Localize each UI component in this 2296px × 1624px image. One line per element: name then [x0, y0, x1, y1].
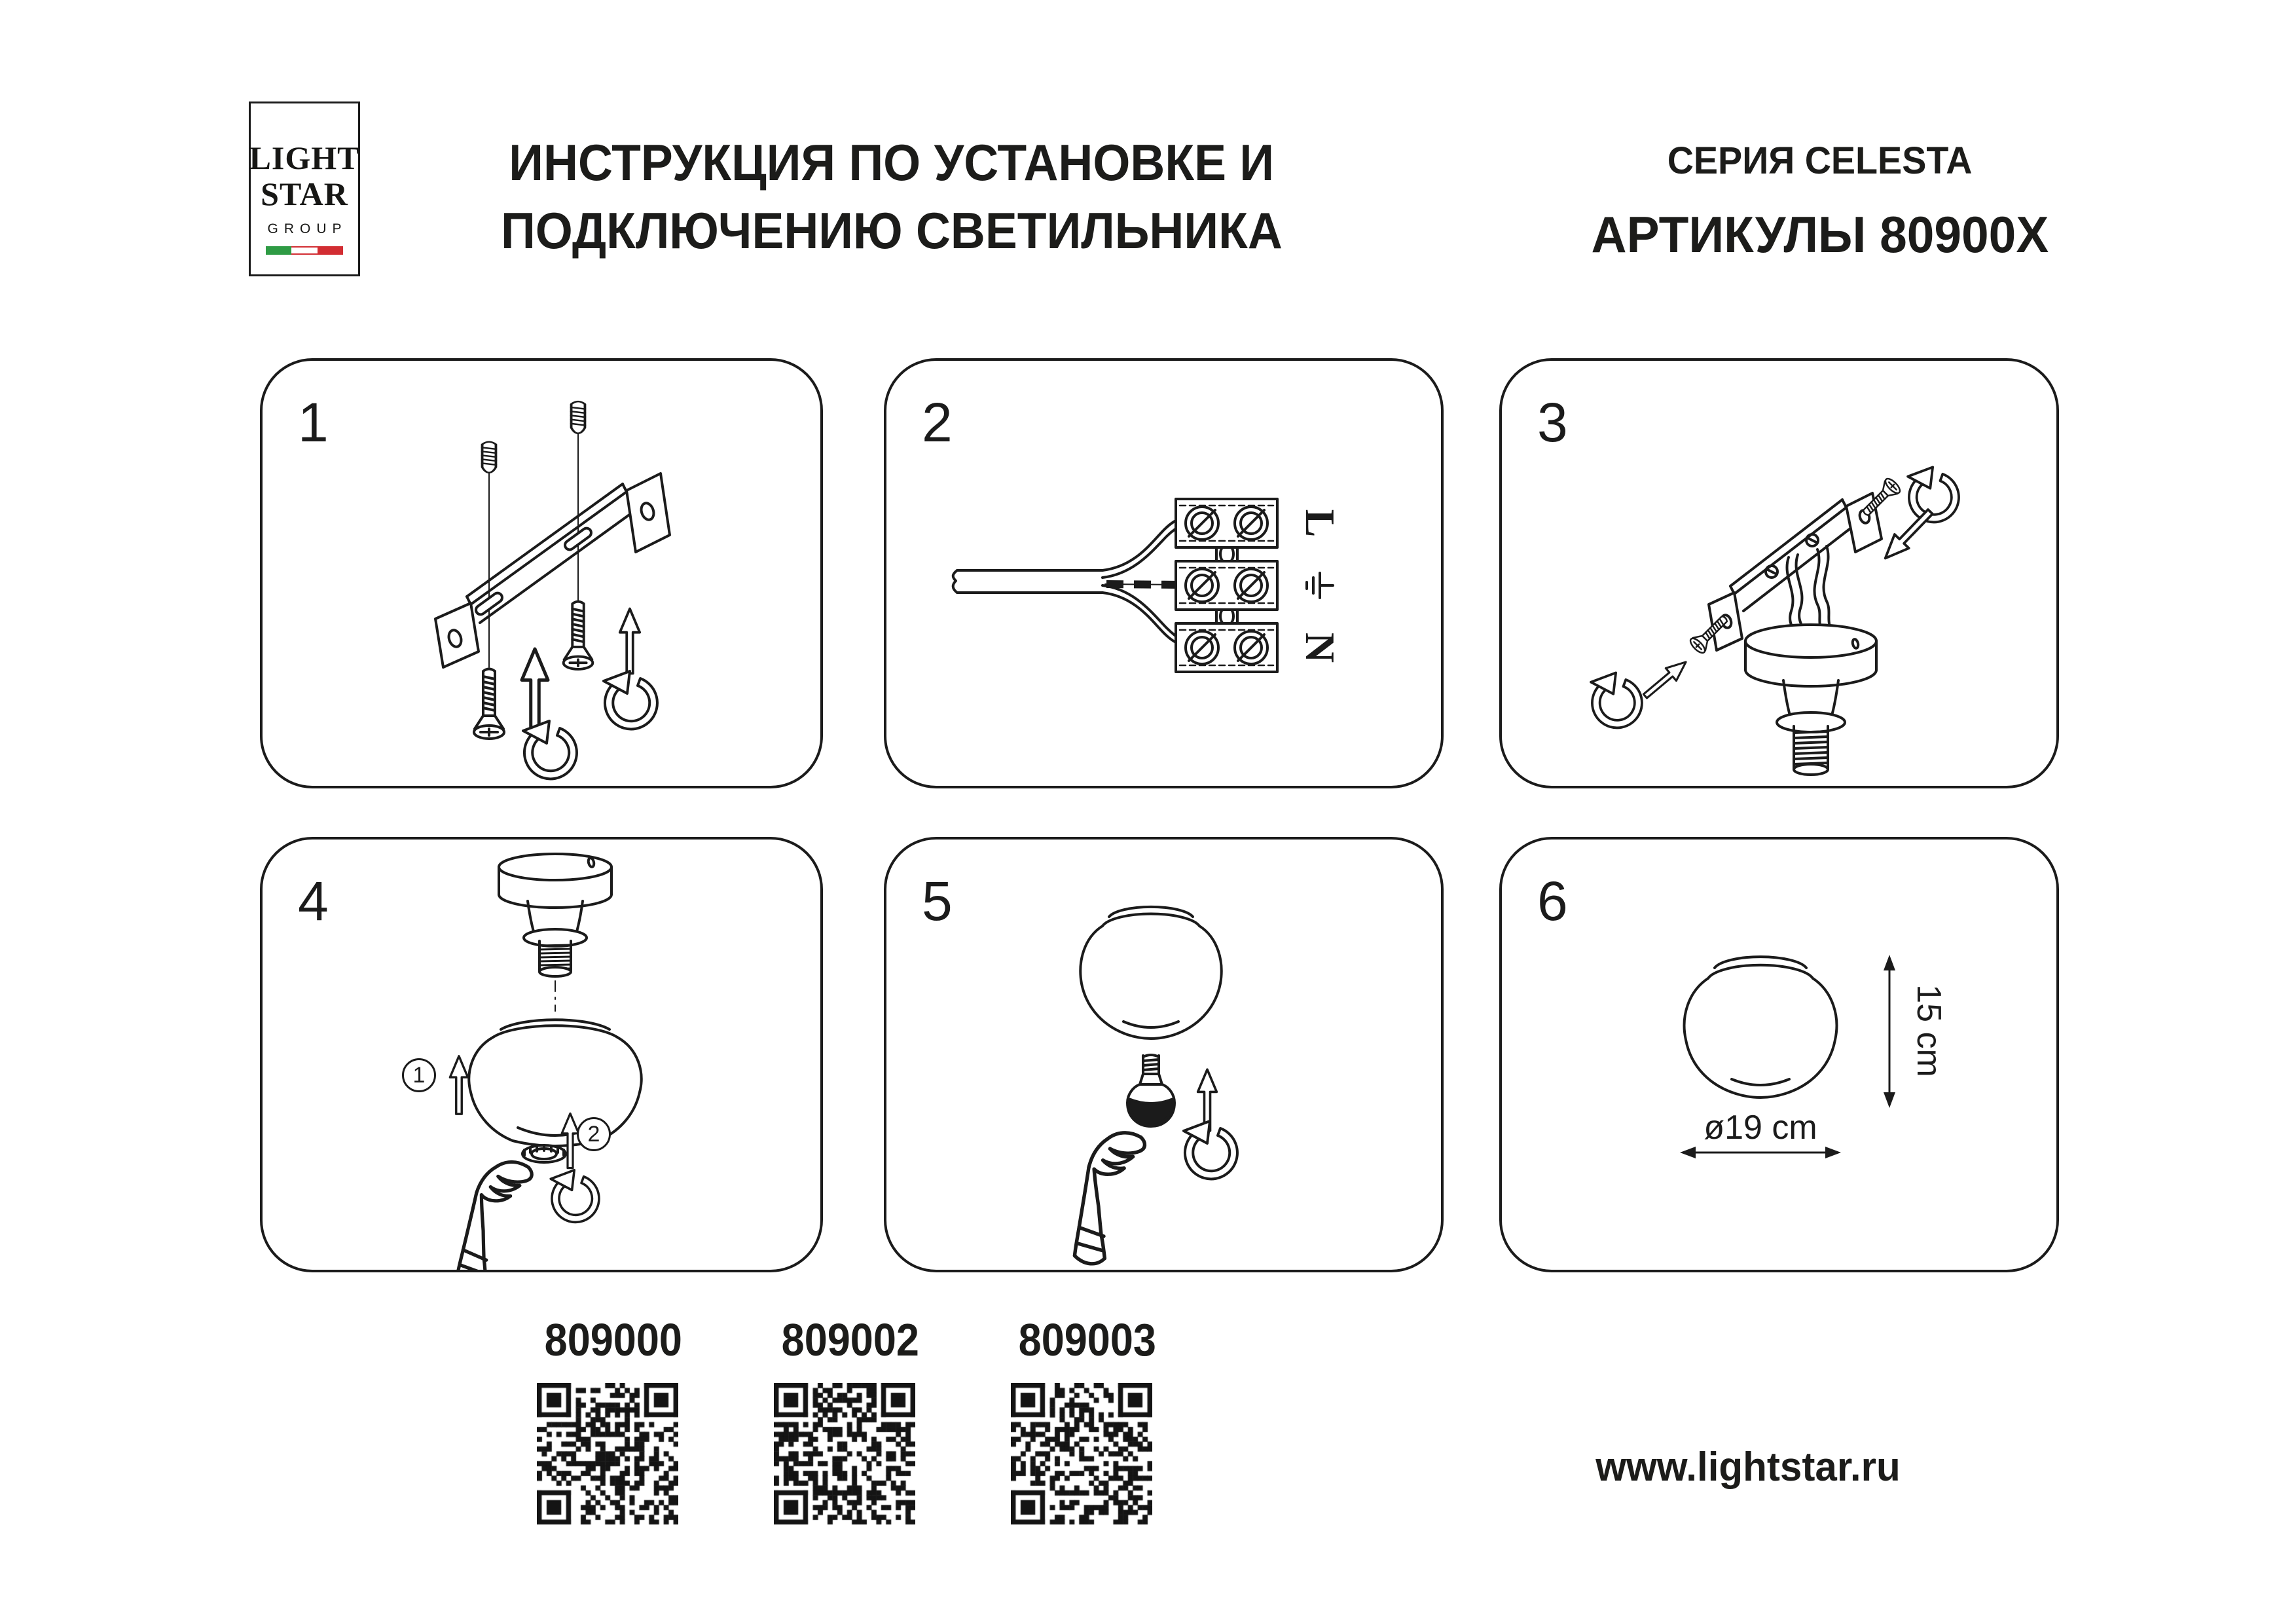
articles-heading: АРТИКУЛЫ 80900X: [1591, 206, 2049, 263]
height-dimension-label: 15 cm: [1910, 984, 1948, 1077]
qr-code-1: [537, 1383, 678, 1524]
title-line-1: ИНСТРУКЦИЯ ПО УСТАНОВКЕ И: [509, 134, 1275, 191]
italy-flag-icon: [266, 246, 343, 255]
terminal-label-neutral: N: [1297, 632, 1343, 663]
step2-illustration-wiring: [886, 361, 1441, 786]
step-number-3: 3: [1537, 392, 1568, 453]
step-panel-1: [260, 358, 823, 788]
article-number-3: 809003: [1018, 1314, 1156, 1365]
qr-code-2: [774, 1383, 915, 1524]
step-number-4: 4: [298, 870, 329, 932]
step4-illustration-attach-shade: [263, 840, 820, 1270]
step-number-1: 1: [298, 392, 329, 453]
step1-illustration-mounting-bracket: [263, 361, 820, 786]
step-number-5: 5: [922, 870, 953, 932]
step-panel-6: [1499, 837, 2059, 1272]
earth-symbol-icon: [1302, 567, 1338, 604]
title-line-2: ПОДКЛЮЧЕНИЮ СВЕТИЛЬНИКА: [501, 202, 1283, 259]
series-name: СЕРИЯ CELESTA: [1667, 139, 1973, 182]
diameter-dimension-label: ø19 cm: [1704, 1109, 1817, 1147]
step3-illustration-canopy-to-bracket: [1502, 361, 2056, 786]
article-number-2: 809002: [781, 1314, 919, 1365]
step5-illustration-insert-bulb: [886, 840, 1441, 1270]
step-panel-3: [1499, 358, 2059, 788]
step-panel-4: [260, 837, 823, 1272]
logo-group: GROUP: [267, 221, 348, 236]
callout-1: 1: [402, 1058, 436, 1092]
logo-light: LIGHT: [249, 139, 360, 176]
qr-code-3: [1011, 1383, 1152, 1524]
brand-logo: [249, 101, 360, 276]
page-title: [466, 128, 1317, 265]
website-link[interactable]: www.lightstar.ru: [1595, 1445, 1901, 1490]
article-number-1: 809000: [544, 1314, 682, 1365]
step6-illustration-dimensions: [1502, 840, 2056, 1270]
logo-star: STAR: [261, 175, 348, 212]
terminal-label-line: L: [1297, 509, 1343, 538]
series-header: [1571, 139, 2069, 265]
step-panel-2: [884, 358, 1444, 788]
step-panel-5: [884, 837, 1444, 1272]
callout-2: 2: [577, 1117, 611, 1151]
step-number-6: 6: [1537, 870, 1568, 932]
step-number-2: 2: [922, 392, 953, 453]
